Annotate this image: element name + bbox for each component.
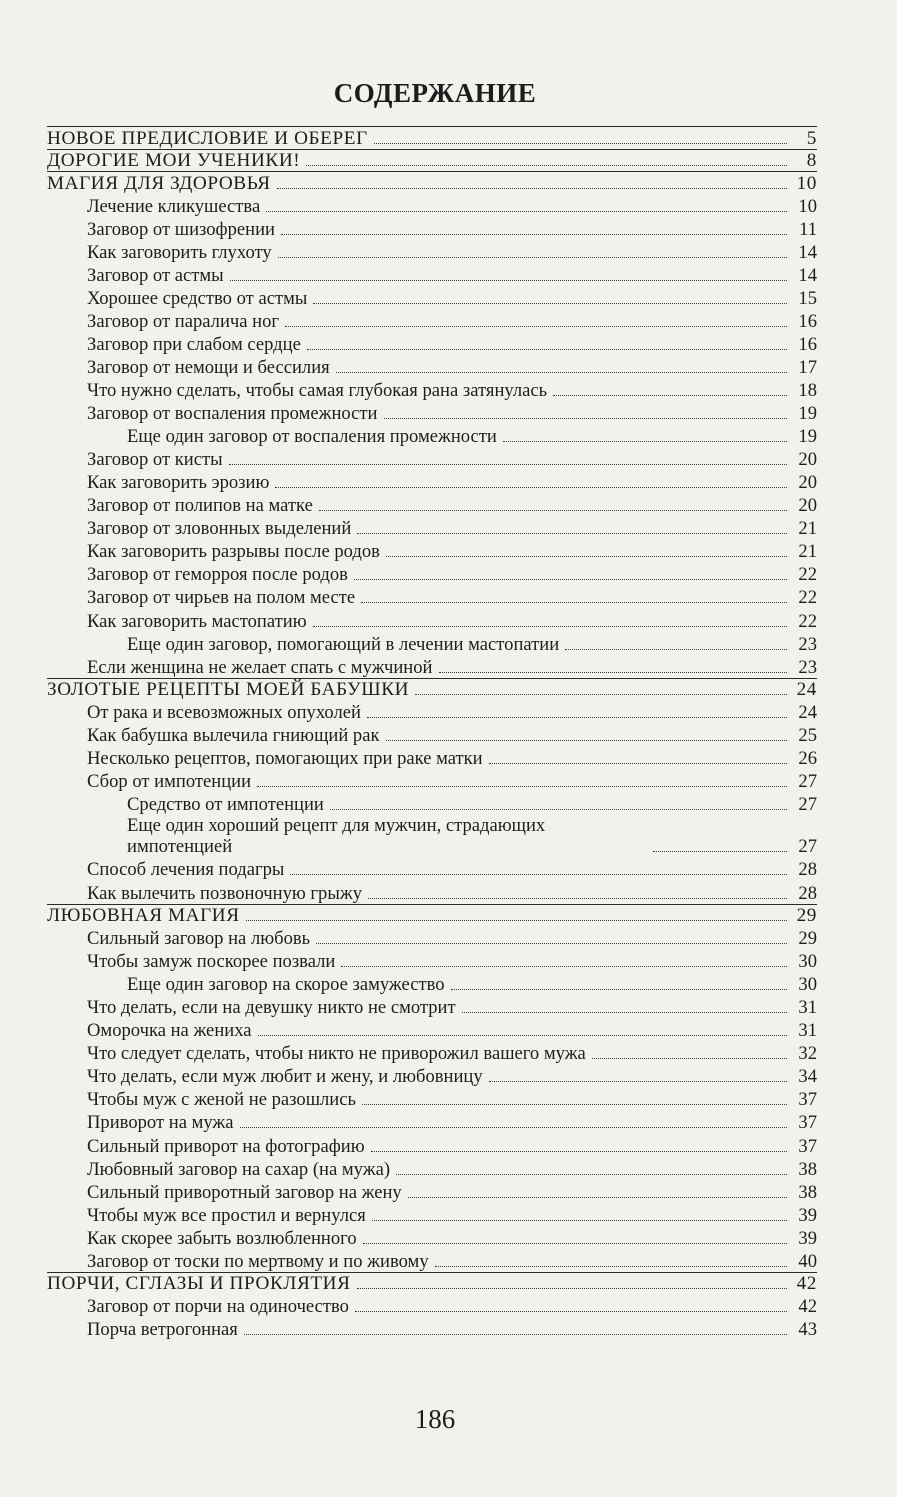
toc-entry-title: Заговор от немощи и бессилия — [87, 357, 330, 379]
toc-entry-title: Заговор от кисты — [87, 449, 223, 471]
toc-entry-title: ЛЮБОВНАЯ МАГИЯ — [47, 905, 240, 927]
toc-entry — [47, 1317, 817, 1340]
dot-leader — [355, 1311, 787, 1312]
toc-entry — [47, 1064, 817, 1087]
toc-entry-page: 29 — [796, 905, 817, 927]
toc-section-entry — [47, 171, 817, 194]
toc-entry-title: Еще один заговор на скорое замужество — [127, 974, 445, 996]
toc-entry-title: От рака и всевозможных опухолей — [87, 702, 361, 724]
dot-leader — [285, 326, 787, 327]
toc-entry-title: Заговор от порчи на одиночество — [87, 1296, 349, 1318]
toc-entry-title: Сбор от импотенции — [87, 771, 252, 793]
toc-entry-page: 15 — [798, 287, 817, 309]
toc-entry-title: Заговор от паралича ног — [87, 310, 280, 332]
toc-section-entry — [47, 904, 817, 927]
table-of-contents — [47, 126, 817, 1340]
toc-entry — [47, 880, 817, 903]
toc-entry-page: 28 — [798, 882, 817, 904]
toc-entry-page: 21 — [798, 518, 817, 540]
toc-entry-title: ПОРЧИ, СГЛАЗЫ И ПРОКЛЯТИЯ — [47, 1273, 351, 1295]
toc-entry-page: 27 — [798, 771, 817, 793]
toc-entry-page: 16 — [798, 310, 817, 332]
toc-entry-title: Как бабушка вылечила гниющий рак — [87, 725, 380, 747]
toc-entry — [47, 1018, 817, 1041]
toc-entry-page: 38 — [798, 1158, 817, 1180]
toc-entry-page: 11 — [799, 218, 817, 240]
toc-entry-page: 39 — [798, 1204, 817, 1226]
dot-leader — [384, 418, 787, 419]
toc-entry-page: 20 — [798, 449, 817, 471]
dot-leader — [592, 1058, 787, 1059]
toc-entry-title: Сильный приворотный заговор на жену — [87, 1181, 402, 1203]
toc-section-entry — [47, 149, 817, 172]
toc-entry-title: Еще один заговор от воспаления промежности — [127, 426, 497, 448]
dot-leader — [257, 786, 787, 787]
toc-entry-page: 10 — [796, 172, 817, 194]
toc-entry — [47, 401, 817, 424]
toc-entry-title: Сильный заговор на любовь — [87, 928, 311, 950]
toc-entry — [47, 1133, 817, 1156]
toc-entry-title: НОВОЕ ПРЕДИСЛОВИЕ И ОБЕРЕГ — [47, 127, 368, 149]
toc-entry — [47, 332, 817, 355]
toc-entry-title: ДОРОГИЕ МОИ УЧЕНИКИ! — [47, 150, 301, 172]
dot-leader — [415, 694, 787, 695]
dot-leader — [306, 165, 787, 166]
dot-leader — [277, 188, 787, 189]
toc-entry-title: Как скорее забыть возлюбленного — [87, 1227, 357, 1249]
toc-entry-page: 26 — [798, 748, 817, 770]
toc-entry-title: Как заговорить мастопатию — [87, 610, 307, 632]
dot-leader — [503, 441, 787, 442]
dot-leader — [653, 851, 787, 852]
toc-entry — [47, 493, 817, 516]
dot-leader — [451, 989, 787, 990]
toc-entry-page: 43 — [798, 1319, 817, 1341]
toc-entry — [47, 1087, 817, 1110]
dot-leader — [240, 1127, 787, 1128]
dot-leader — [313, 626, 787, 627]
toc-entry-title: Заговор при слабом сердце — [87, 333, 301, 355]
toc-entry-title: Чтобы муж с женой не разошлись — [87, 1089, 356, 1111]
toc-entry-page: 30 — [798, 974, 817, 996]
toc-entry-page: 22 — [798, 610, 817, 632]
toc-entry-title: Чтобы замуж поскорее позвали — [87, 951, 336, 973]
toc-entry — [47, 1226, 817, 1249]
toc-entry-page: 19 — [798, 403, 817, 425]
toc-entry-page: 31 — [798, 997, 817, 1019]
toc-entry — [47, 815, 817, 857]
dot-leader — [258, 1035, 787, 1036]
dot-leader — [565, 649, 787, 650]
dot-leader — [362, 1104, 787, 1105]
dot-leader — [439, 672, 787, 673]
toc-entry-title: Еще один хороший рецепт для мужчин, страдающих импотенцией — [127, 815, 546, 858]
toc-entry-page: 38 — [798, 1181, 817, 1203]
toc-entry-page: 27 — [798, 794, 817, 816]
toc-entry-title: Как заговорить глухоту — [87, 241, 272, 263]
dot-leader — [354, 579, 787, 580]
toc-entry-title: Еще один заговор, помогающий в лечении мастопатии — [127, 633, 560, 655]
dot-leader — [489, 1081, 787, 1082]
dot-leader — [363, 1243, 787, 1244]
dot-leader — [372, 1220, 787, 1221]
dot-leader — [229, 464, 787, 465]
toc-entry-title: Лечение кликушества — [87, 195, 261, 217]
toc-entry — [47, 972, 817, 995]
dot-leader — [281, 234, 787, 235]
toc-entry — [47, 447, 817, 470]
toc-entry-title: Как заговорить разрывы после родов — [87, 541, 380, 563]
toc-entry — [47, 309, 817, 332]
toc-entry — [47, 355, 817, 378]
toc-entry — [47, 655, 817, 678]
toc-entry — [47, 424, 817, 447]
toc-entry-title: Заговор от тоски по мертвому и по живому — [87, 1250, 429, 1272]
dot-leader — [266, 211, 787, 212]
toc-entry — [47, 995, 817, 1018]
toc-entry-title: Заговор от чирьев на полом месте — [87, 587, 356, 609]
toc-entry — [47, 539, 817, 562]
dot-leader — [357, 1288, 787, 1289]
toc-entry-title: Заговор от шизофрении — [87, 218, 275, 240]
toc-entry-title: Как вылечить позвоночную грыжу — [87, 882, 362, 904]
toc-entry-title: Приворот на мужа — [87, 1112, 234, 1134]
toc-entry-page: 21 — [798, 541, 817, 563]
toc-entry-page: 28 — [798, 859, 817, 881]
dot-leader — [553, 395, 787, 396]
toc-entry — [47, 608, 817, 631]
toc-entry-title: ЗОЛОТЫЕ РЕЦЕПТЫ МОЕЙ БАБУШКИ — [47, 679, 410, 701]
toc-entry — [47, 926, 817, 949]
dot-leader — [368, 898, 787, 899]
toc-entry — [47, 700, 817, 723]
toc-entry-title: Заговор от полипов на матке — [87, 495, 313, 517]
toc-entry-title: Заговор от воспаления промежности — [87, 403, 378, 425]
toc-entry-title: Способ лечения подагры — [87, 859, 285, 881]
dot-leader — [374, 143, 787, 144]
toc-entry-page: 23 — [798, 656, 817, 678]
dot-leader — [313, 303, 787, 304]
toc-entry-title: МАГИЯ ДЛЯ ЗДОРОВЬЯ — [47, 172, 271, 194]
toc-entry-page: 27 — [798, 836, 817, 858]
toc-entry — [47, 1249, 817, 1272]
toc-entry-page: 17 — [798, 357, 817, 379]
toc-entry-title: Любовный заговор на сахар (на мужа) — [87, 1158, 391, 1180]
toc-entry-title: Как заговорить эрозию — [87, 472, 270, 494]
toc-entry — [47, 723, 817, 746]
dot-leader — [435, 1266, 787, 1267]
page-title: СОДЕРЖАНИЕ — [333, 78, 537, 108]
toc-entry-title: Если женщина не желает спать с мужчиной — [87, 656, 433, 678]
toc-section-entry — [47, 1272, 817, 1295]
dot-leader — [230, 280, 787, 281]
toc-entry — [47, 1110, 817, 1133]
toc-entry-page: 39 — [798, 1227, 817, 1249]
dot-leader — [316, 943, 787, 944]
toc-entry — [47, 585, 817, 608]
toc-entry — [47, 632, 817, 655]
toc-entry-page: 5 — [806, 127, 817, 149]
toc-entry — [47, 746, 817, 769]
toc-entry-page: 31 — [798, 1020, 817, 1042]
toc-entry — [47, 1203, 817, 1226]
toc-entry-page: 20 — [798, 472, 817, 494]
toc-entry-page: 22 — [798, 587, 817, 609]
toc-entry-page: 40 — [798, 1250, 817, 1272]
toc-entry — [47, 516, 817, 539]
dot-leader — [278, 257, 787, 258]
toc-section-entry — [47, 126, 817, 149]
dot-leader — [386, 556, 787, 557]
toc-entry-page: 32 — [798, 1043, 817, 1065]
dot-leader — [386, 740, 787, 741]
dot-leader — [408, 1197, 787, 1198]
toc-entry — [47, 857, 817, 880]
toc-entry-title: Порча ветрогонная — [87, 1319, 238, 1341]
toc-section-entry — [47, 678, 817, 701]
toc-entry-title: Заговор от астмы — [87, 264, 224, 286]
toc-entry-page: 20 — [798, 495, 817, 517]
dot-leader — [361, 602, 787, 603]
dot-leader — [290, 874, 787, 875]
toc-entry-page: 18 — [798, 380, 817, 402]
toc-entry-title: Что нужно сделать, чтобы самая глубокая рана затянулась — [87, 380, 548, 402]
toc-entry-page: 25 — [798, 725, 817, 747]
toc-entry-title: Оморочка на жениха — [87, 1020, 252, 1042]
dot-leader — [244, 1334, 787, 1335]
toc-entry — [47, 1294, 817, 1317]
toc-entry-page: 37 — [798, 1112, 817, 1134]
toc-entry-page: 37 — [798, 1135, 817, 1157]
toc-entry-page: 29 — [798, 928, 817, 950]
toc-entry — [47, 1180, 817, 1203]
dot-leader — [396, 1174, 787, 1175]
dot-leader — [307, 349, 787, 350]
toc-entry — [47, 1157, 817, 1180]
toc-entry — [47, 769, 817, 792]
dot-leader — [275, 487, 787, 488]
toc-entry-title: Заговор от зловонных выделений — [87, 518, 352, 540]
toc-entry-page: 23 — [798, 633, 817, 655]
toc-entry-page: 19 — [798, 426, 817, 448]
toc-entry — [47, 378, 817, 401]
toc-entry — [47, 263, 817, 286]
toc-entry-page: 22 — [798, 564, 817, 586]
toc-entry-page: 14 — [798, 264, 817, 286]
dot-leader — [330, 809, 787, 810]
toc-entry — [47, 286, 817, 309]
toc-entry-page: 34 — [798, 1066, 817, 1088]
toc-entry-title: Хорошее средство от астмы — [87, 287, 308, 309]
toc-entry-title: Что следует сделать, чтобы никто не приворожил вашего мужа — [87, 1043, 586, 1065]
toc-entry — [47, 562, 817, 585]
toc-entry — [47, 1041, 817, 1064]
toc-entry-page: 10 — [798, 195, 817, 217]
dot-leader — [319, 510, 787, 511]
page-number: 186 — [414, 1404, 456, 1434]
toc-entry — [47, 194, 817, 217]
toc-entry — [47, 792, 817, 815]
toc-entry-page: 42 — [798, 1296, 817, 1318]
toc-entry — [47, 470, 817, 493]
dot-leader — [246, 920, 787, 921]
dot-leader — [371, 1151, 787, 1152]
toc-entry-title: Заговор от геморроя после родов — [87, 564, 348, 586]
dot-leader — [462, 1012, 787, 1013]
toc-entry-page: 24 — [796, 679, 817, 701]
toc-entry-page: 8 — [806, 150, 817, 172]
toc-entry-page: 42 — [796, 1273, 817, 1295]
toc-entry — [47, 240, 817, 263]
toc-entry-title: Средство от импотенции — [127, 794, 324, 816]
dot-leader — [341, 966, 787, 967]
toc-entry — [47, 217, 817, 240]
toc-entry-page: 37 — [798, 1089, 817, 1111]
toc-entry-title: Что делать, если на девушку никто не смотрит — [87, 997, 456, 1019]
dot-leader — [489, 763, 787, 764]
dot-leader — [336, 372, 787, 373]
toc-entry — [47, 949, 817, 972]
toc-entry-title: Что делать, если муж любит и жену, и любовницу — [87, 1066, 483, 1088]
toc-entry-page: 24 — [798, 702, 817, 724]
toc-entry-page: 14 — [798, 241, 817, 263]
toc-entry-title: Сильный приворот на фотографию — [87, 1135, 365, 1157]
dot-leader — [357, 533, 787, 534]
toc-entry-title: Несколько рецептов, помогающих при раке матки — [87, 748, 483, 770]
toc-entry-page: 30 — [798, 951, 817, 973]
toc-entry-page: 16 — [798, 333, 817, 355]
dot-leader — [367, 717, 787, 718]
toc-entry-title: Чтобы муж все простил и вернулся — [87, 1204, 366, 1226]
